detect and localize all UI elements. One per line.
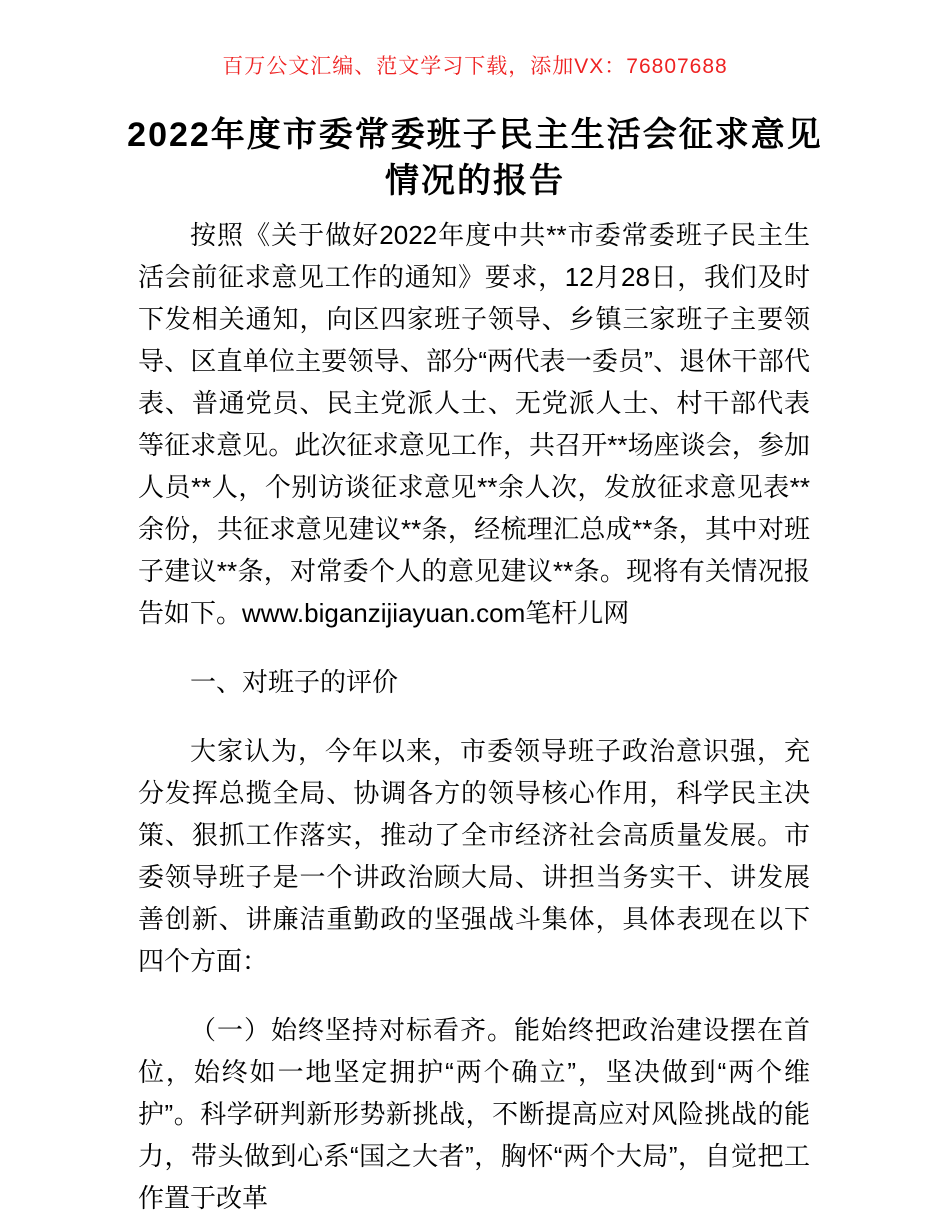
- section-heading-1: 一、对班子的评价: [190, 667, 399, 697]
- promo-notice: 百万公文汇编、范文学习下载，添加VX：76807688: [222, 55, 728, 78]
- document-body: [138, 214, 810, 1219]
- document-title: 2022年度市委常委班子民主生活会征求意见情况的报告: [127, 116, 823, 200]
- paragraph-evaluation: 大家认为，今年以来，市委领导班子政治意识强，充分发挥总揽全局、协调各方的领导核心作用，科学民主决策、狠抓工作落实，推动了全市经济社会高质量发展。市委领导班子是一个讲政治顾大局、讲担当务实干、讲发展善创新、讲廉洁重勤政的坚强战斗集体，具体表现在以下四个方面：: [138, 736, 810, 976]
- paragraph-item-one: （一）始终坚持对标看齐。能始终把政治建设摆在首位，始终如一地坚定拥护“两个确立”，坚决做到“两个维护”。科学研判新形势新挑战，不断提高应对风险挑战的能力，带头做到心系“国之大者”，胸怀“两个大局”，自觉把工作置于改革: [138, 1015, 810, 1213]
- paragraph-intro: 按照《关于做好2022年度中共**市委常委班子民主生活会前征求意见工作的通知》要求，12月28日，我们及时下发相关通知，向区四家班子领导、乡镇三家班子主要领导、区直单位主要领导、部分“两代表一委员”、退休干部代表、普通党员、民主党派人士、无党派人士、村干部代表等征求意见。此次征求意见工作，共召开**场座谈会，参加人员**人，个别访谈征求意见**余人次，发放征求意见表**余份，共征求意见建议**条，经梳理汇总成**条，其中对班子建议**条，对常委个人的意见建议**条。现将有关情况报告如下。www.biganzijiayuan.com笔杆儿网: [138, 220, 810, 628]
